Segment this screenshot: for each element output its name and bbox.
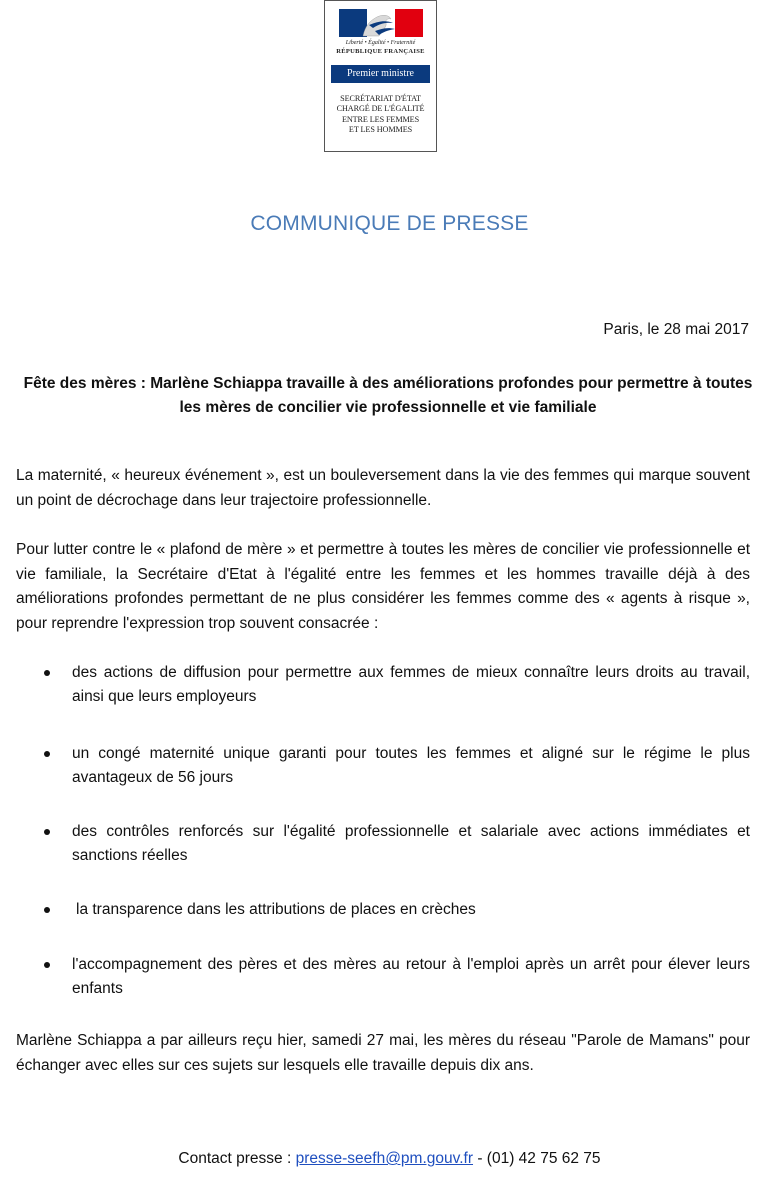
marianne-flag-icon <box>339 9 423 37</box>
contact-line <box>0 1150 779 1168</box>
list-item <box>72 820 750 868</box>
logo-motto: Liberté • Égalité • Fraternité <box>345 40 416 46</box>
bullet-icon <box>44 907 50 913</box>
government-logo <box>324 0 437 152</box>
secretariat-line: ENTRE LES FEMMES <box>341 114 420 124</box>
bullet-icon <box>44 829 50 835</box>
secretariat-line: SECRÉTARIAT D'ÉTAT <box>340 94 421 103</box>
logo-republic: RÉPUBLIQUE FRANÇAISE <box>336 48 425 55</box>
list-item-text: des contrôles renforcés sur l'égalité professionnelle et salariale avec actions immédiates et sanctions réelles <box>72 823 750 864</box>
document-date: Paris, le 28 mai 2017 <box>603 321 749 338</box>
list-item-text: des actions de diffusion pour permettre aux femmes de mieux connaître leurs droits au travail, ainsi que leurs employeurs <box>72 664 750 705</box>
bullet-icon <box>44 751 50 757</box>
logo-premier-ministre: Premier ministre <box>331 65 430 83</box>
logo-secretariat <box>331 94 430 136</box>
secretariat-line: CHARGÉ DE L'ÉGALITÉ <box>336 104 425 114</box>
list-item <box>72 661 750 709</box>
contact-email-link[interactable]: presse-seefh@pm.gouv.fr <box>295 1150 474 1167</box>
bullet-icon <box>44 670 50 676</box>
paragraph-closing: Marlène Schiappa a par ailleurs reçu hier, samedi 27 mai, les mères du réseau "Parole de Mamans" pour échanger avec elles sur ces sujets sur lesquels elle travaille depuis dix ans. <box>16 1032 750 1074</box>
secretariat-line: ET LES HOMMES <box>348 125 413 135</box>
contact-phone: - (01) 42 75 62 75 <box>477 1150 601 1167</box>
list-item <box>76 898 754 922</box>
list-item-text: un congé maternité unique garanti pour toutes les femmes et aligné sur le régime le plus avantageux de 56 jours <box>72 745 750 786</box>
contact-label: Contact presse : <box>178 1150 292 1167</box>
document-subject: Fête des mères : Marlène Schiappa travaille à des améliorations profondes pour permettre à toutes les mères de concilier vie professionnelle et vie familiale <box>23 375 753 416</box>
bullet-icon <box>44 962 50 968</box>
list-item-text: l'accompagnement des pères et des mères au retour à l'emploi après un arrêt pour élever leurs enfants <box>72 956 750 997</box>
list-item <box>72 742 750 790</box>
paragraph-context: Pour lutter contre le « plafond de mère » et permettre à toutes les mères de concilier vie professionnelle et vie familiale, la Secrétaire d'Etat à l'égalité entre les femmes et les hommes travaille déjà à des améliorations profondes permettant de ne plus considérer les femmes comme des « agents à risque », pour reprendre l'expression trop souvent consacrée : <box>16 541 750 632</box>
list-item-text: la transparence dans les attributions de places en crèches <box>76 901 476 918</box>
paragraph-intro: La maternité, « heureux événement », est un bouleversement dans la vie des femmes qui marque souvent un point de décrochage dans leur trajectoire professionnelle. <box>16 467 750 509</box>
document-heading: COMMUNIQUE DE PRESSE <box>250 212 529 235</box>
list-item <box>72 953 750 1001</box>
